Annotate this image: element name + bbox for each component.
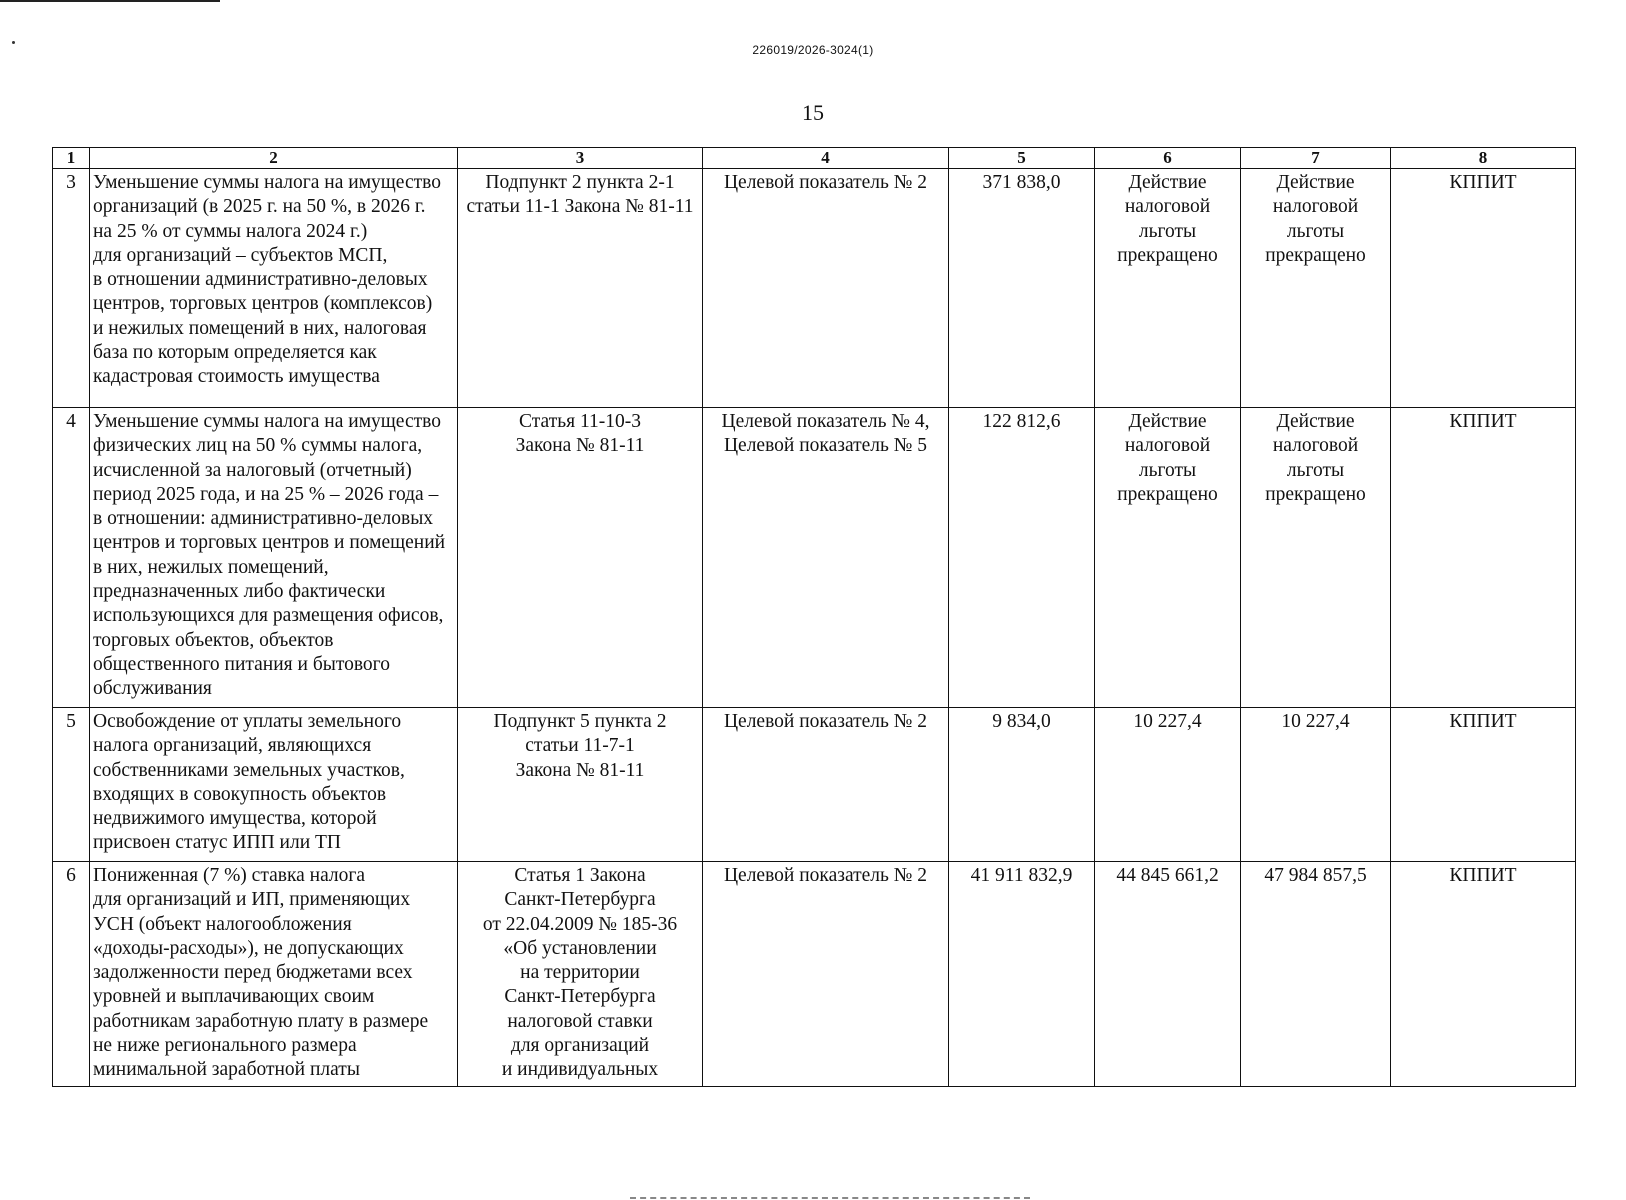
- text-line: организаций (в 2025 г. на 50 %, в 2026 г.: [93, 196, 426, 218]
- text-line: статьи 11-1 Закона № 81-11: [466, 196, 694, 218]
- document-id: 226019/2026-3024(1): [752, 43, 874, 57]
- text-line: Целевой показатель № 4,: [721, 411, 930, 432]
- row-number: 3: [53, 169, 90, 408]
- value-col6: [1095, 408, 1241, 708]
- text-line: для организаций и ИП, применяющих: [93, 889, 411, 911]
- row-number: 6: [53, 862, 90, 1087]
- text-line: Санкт-Петербурга: [504, 889, 656, 911]
- tax-benefits-table: [52, 147, 1576, 1087]
- table-row: [53, 708, 1576, 862]
- text-line: статьи 11-7-1: [525, 735, 635, 757]
- text-line: присвоен статус ИПП или ТП: [93, 832, 342, 854]
- text-line: налоговой: [1272, 435, 1359, 457]
- text-line: налога организаций, являющихся: [93, 735, 372, 757]
- scan-bottom-rule: [630, 1197, 1030, 1199]
- text-line: налоговой ставки: [507, 1010, 653, 1032]
- text-line: Закона № 81-11: [515, 759, 645, 781]
- value-col5: 41 911 832,9: [949, 862, 1095, 1087]
- text-line: центров и торговых центров и помещений: [93, 532, 446, 554]
- text-line: Статья 1 Закона: [514, 865, 646, 886]
- text-line: Целевой показатель № 2: [723, 865, 928, 886]
- value-col6: [1095, 862, 1241, 1087]
- value-col7: [1241, 708, 1391, 862]
- text-line: Освобождение от уплаты земельного: [93, 711, 402, 732]
- text-line: Целевой показатель № 2: [723, 711, 928, 732]
- text-line: недвижимого имущества, которой: [93, 808, 377, 830]
- text-line: и нежилых помещений в них, налоговая: [93, 317, 427, 339]
- text-line: минимальной заработной платы: [93, 1059, 360, 1081]
- table-row: [53, 408, 1576, 708]
- row-number: 5: [53, 708, 90, 862]
- table-row: [53, 862, 1576, 1087]
- text-line: 10 227,4: [1281, 711, 1350, 732]
- legal-basis: [458, 708, 703, 862]
- text-line: льготы: [1138, 459, 1197, 481]
- curator-code: КППИТ: [1391, 169, 1576, 408]
- text-line: Действие: [1128, 172, 1207, 193]
- text-line: Уменьшение суммы налога на имущество: [93, 411, 441, 432]
- text-line: прекращено: [1117, 483, 1218, 505]
- column-header: 4: [703, 148, 949, 169]
- text-line: обслуживания: [93, 678, 212, 700]
- text-line: Закона № 81-11: [515, 435, 645, 457]
- column-header: 2: [90, 148, 458, 169]
- target-indicator: [703, 169, 949, 408]
- target-indicator: [703, 862, 949, 1087]
- text-line: для организаций: [510, 1035, 650, 1057]
- page-number: 15: [802, 100, 824, 125]
- value-col7: [1241, 862, 1391, 1087]
- text-line: база по которым определяется как: [93, 342, 377, 364]
- text-line: в них, нежилых помещений,: [93, 556, 329, 578]
- text-line: и индивидуальных: [501, 1059, 659, 1081]
- column-header: 6: [1095, 148, 1241, 169]
- text-line: прекращено: [1265, 244, 1366, 266]
- value-col6: [1095, 708, 1241, 862]
- text-line: 44 845 661,2: [1116, 865, 1219, 886]
- text-line: Статья 11-10-3: [519, 411, 641, 432]
- text-line: на 25 % от суммы налога 2024 г.): [93, 220, 368, 242]
- benefit-name: [90, 169, 458, 408]
- text-line: торговых объектов, объектов: [93, 629, 334, 651]
- text-line: Целевой показатель № 5: [723, 435, 928, 457]
- text-line: уровней и выплачивающих своим: [93, 986, 375, 1008]
- text-line: не ниже регионального размера: [93, 1035, 357, 1057]
- text-line: 10 227,4: [1133, 711, 1202, 732]
- column-header: 7: [1241, 148, 1391, 169]
- text-line: задолженности перед бюджетами всех: [93, 962, 413, 984]
- text-line: налоговой: [1124, 435, 1211, 457]
- text-line: 47 984 857,5: [1264, 865, 1367, 886]
- text-line: для организаций – субъектов МСП,: [93, 244, 388, 266]
- curator-code: КППИТ: [1391, 708, 1576, 862]
- text-line: в отношении: административно-деловых: [93, 508, 434, 530]
- table-row: [53, 169, 1576, 408]
- benefit-name: [90, 708, 458, 862]
- value-col6: [1095, 169, 1241, 408]
- text-line: «доходы-расходы»), не допускающих: [93, 937, 404, 959]
- row-number: 4: [53, 408, 90, 708]
- column-header: 1: [53, 148, 90, 169]
- text-line: налоговой: [1272, 196, 1359, 218]
- value-col5: 122 812,6: [949, 408, 1095, 708]
- text-line: УСН (объект налогообложения: [93, 913, 352, 935]
- text-line: Уменьшение суммы налога на имущество: [93, 172, 441, 193]
- text-line: общественного питания и бытового: [93, 653, 390, 675]
- column-header: 5: [949, 148, 1095, 169]
- text-line: использующихся для размещения офисов,: [93, 605, 444, 627]
- scan-edge-rule: [0, 0, 220, 2]
- value-col7: [1241, 169, 1391, 408]
- value-col7: [1241, 408, 1391, 708]
- target-indicator: [703, 708, 949, 862]
- text-line: Действие: [1276, 172, 1355, 193]
- curator-code: КППИТ: [1391, 408, 1576, 708]
- column-header: 8: [1391, 148, 1576, 169]
- text-line: входящих в совокупность объектов: [93, 783, 387, 805]
- text-line: Санкт-Петербурга: [504, 986, 656, 1008]
- text-line: Действие: [1276, 411, 1355, 432]
- column-number-row: [53, 148, 1576, 169]
- text-line: Подпункт 2 пункта 2-1: [485, 172, 675, 193]
- text-line: Пониженная (7 %) ставка налога: [93, 865, 366, 886]
- text-line: Целевой показатель № 2: [723, 172, 928, 193]
- text-line: предназначенных либо фактически: [93, 581, 386, 603]
- value-col5: 371 838,0: [949, 169, 1095, 408]
- legal-basis: [458, 862, 703, 1087]
- text-line: льготы: [1138, 220, 1197, 242]
- value-col5: 9 834,0: [949, 708, 1095, 862]
- text-line: «Об установлении: [503, 937, 657, 959]
- text-line: налоговой: [1124, 196, 1211, 218]
- legal-basis: [458, 169, 703, 408]
- text-line: работникам заработную плату в размере: [93, 1010, 429, 1032]
- text-line: кадастровая стоимость имущества: [93, 366, 380, 388]
- text-line: льготы: [1286, 459, 1345, 481]
- text-line: Подпункт 5 пункта 2: [493, 711, 667, 732]
- benefit-name: [90, 862, 458, 1087]
- text-line: льготы: [1286, 220, 1345, 242]
- text-line: центров, торговых центров (комплексов): [93, 293, 433, 315]
- text-line: от 22.04.2009 № 185-36: [482, 913, 678, 935]
- curator-code: КППИТ: [1391, 862, 1576, 1087]
- benefit-name: [90, 408, 458, 708]
- text-line: собственниками земельных участков,: [93, 759, 405, 781]
- text-line: в отношении административно-деловых: [93, 269, 428, 291]
- text-line: Действие: [1128, 411, 1207, 432]
- text-line: на территории: [520, 962, 640, 984]
- legal-basis: [458, 408, 703, 708]
- column-header: 3: [458, 148, 703, 169]
- text-line: прекращено: [1117, 244, 1218, 266]
- text-line: период 2025 года, и на 25 % – 2026 года –: [93, 483, 439, 505]
- target-indicator: [703, 408, 949, 708]
- text-line: физических лиц на 50 % суммы налога,: [93, 435, 423, 457]
- text-line: исчисленной за налоговый (отчетный): [93, 459, 412, 481]
- text-line: прекращено: [1265, 483, 1366, 505]
